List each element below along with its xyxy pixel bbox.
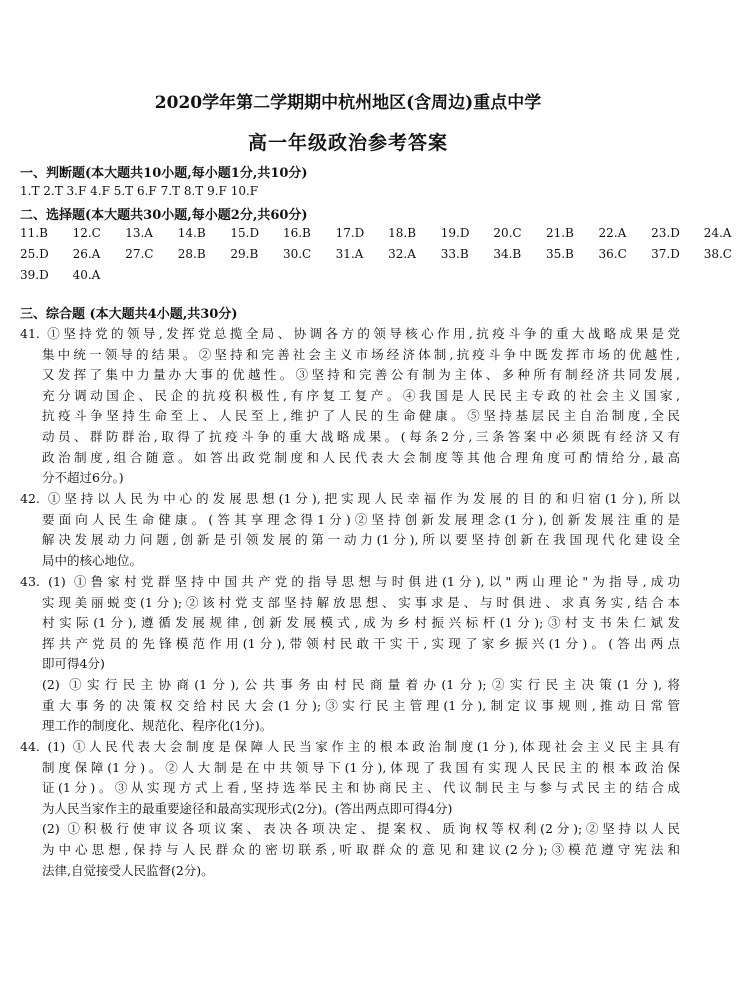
answer-cell: 22.A <box>598 225 627 240</box>
text-line: 重大事务的决策权交给村民大会(1分);③实行民主管理(1分),制定议事规则,推动日常管 <box>42 697 680 713</box>
answer-cell: 38.C <box>703 246 732 261</box>
answer-row-3 <box>20 264 756 285</box>
text-line: 制度保障(1分)。②人大制是在中共领导下(1分),体现了我国有实现人民民主的根本政治保 <box>42 759 680 775</box>
section-1-answers: 1.T 2.T 3.F 4.F 5.T 6.F 7.T 8.T 9.F 10.F <box>20 184 259 198</box>
answer-cell: 31.A <box>335 246 364 261</box>
text-line: 为中心思想,保持与人民群众的密切联系,听取群众的意见和建议(2分);③模范遵守宪法和 <box>42 841 680 857</box>
text-line: 抗疫斗争坚持生命至上、人民至上,维护了人民的生命健康。⑤坚持基层民主自治制度,全民 <box>42 408 680 424</box>
answer-cell: 13.A <box>125 225 153 240</box>
question-42-answer <box>20 489 680 571</box>
answer-cell: 39.D <box>20 267 49 282</box>
section-2-answer-grid <box>20 222 756 285</box>
answer-cell: 11.B <box>20 225 48 240</box>
answer-cell: 34.B <box>493 246 522 261</box>
answer-cell: 28.B <box>177 246 206 261</box>
answer-cell: 21.B <box>545 225 574 240</box>
answer-cell: 25.D <box>20 246 49 261</box>
answer-cell: 12.C <box>72 225 101 240</box>
answer-cell: 29.B <box>230 246 259 261</box>
text-line: 充分调动国企、民企的抗疫积极性,有序复工复产。④我国是人民民主专政的社会主义国家, <box>42 387 680 403</box>
text-line: 41. ①坚持党的领导,发挥党总揽全局、协调各方的领导核心作用,抗疫斗争的重大战略成果是党 <box>20 326 680 341</box>
answer-cell: 23.D <box>651 225 680 240</box>
answer-cell: 35.B <box>545 246 574 261</box>
section-2-heading: 二、选择题(本大题共30小题,每小题2分,共60分) <box>20 208 308 223</box>
answer-cell: 40.A <box>72 267 101 282</box>
answer-cell: 32.A <box>388 246 416 261</box>
text-line: 分不超过6分。) <box>42 470 124 486</box>
answer-cell: 17.D <box>335 225 365 240</box>
text-line: 43. (1) ①鲁家村党群坚持中国共产党的指导思想与时俱进(1分),以"两山理论"为指导,成功 <box>20 574 680 589</box>
text-line: 42. ①坚持以人民为中心的发展思想(1分),把实现人民幸福作为发展的目的和归宿(1分),所以 <box>20 491 680 506</box>
question-43-answer <box>20 572 680 737</box>
answer-cell: 33.B <box>440 246 469 261</box>
text-line: 挥共产党员的先锋模范作用(1分),带领村民敢干实干,实现了家乡振兴(1分)。(答出两点 <box>42 635 680 651</box>
question-41-answer <box>20 324 680 489</box>
text-line: (2) ①实行民主协商(1分),公共事务由村民商量着办(1分);②实行民主决策(1分),将 <box>42 676 680 692</box>
text-line: 理工作的制度化、规范化、程序化(1分)。 <box>42 718 273 734</box>
document-title: 2020学年第二学期期中杭州地区(含周边)重点中学 <box>154 93 542 113</box>
text-line: 44. (1) ①人民代表大会制度是保障人民当家作主的根本政治制度(1分),体现社会主义民主具有 <box>20 739 680 754</box>
text-line: 证(1分)。③从实现方式上看,坚持选举民主和协商民主、代议制民主与参与式民主的结合成 <box>42 780 680 796</box>
text-line: 法律,自觉接受人民监督(2分)。 <box>42 862 214 878</box>
answer-cell: 18.B <box>388 225 417 240</box>
answer-cell: 20.C <box>493 225 522 240</box>
answer-cell: 24.A <box>703 225 732 240</box>
answer-cell: 19.D <box>440 225 470 240</box>
text-line: 即可得4分) <box>42 656 105 672</box>
answer-cell: 30.C <box>282 246 312 261</box>
answer-cell: 36.C <box>598 246 627 261</box>
text-line: 集中统一领导的结果。②坚持和完善社会主义市场经济体制,抗疫斗争中既发挥市场的优越性, <box>42 346 680 362</box>
section-1-heading: 一、判断题(本大题共10小题,每小题1分,共10分) <box>20 166 308 181</box>
text-line: 村实际(1分),遵循发展规律,创新发展模式,成为乡村振兴标杆(1分);③村支书朱仁斌发 <box>42 615 680 631</box>
text-line: 局中的核心地位。 <box>42 552 143 568</box>
answer-row-1 <box>20 222 756 243</box>
answer-cell: 27.C <box>125 246 154 261</box>
text-line: 实现美丽蜕变(1分);②该村党支部坚持解放思想、实事求是、与时俱进、求真务实,结合本 <box>42 594 680 610</box>
text-line: 动员、群防群治,取得了抗疫斗争的重大战略成果。(每条2分,三条答案中必须既有经济又有 <box>42 428 680 444</box>
document-subtitle: 高一年级政治参考答案 <box>247 132 448 154</box>
answer-cell: 15.D <box>230 225 260 240</box>
text-line: 又发挥了集中力量办大事的优越性。③坚持和完善公有制为主体、多种所有制经济共同发展, <box>42 367 680 383</box>
text-line: 解决发展动力问题,创新是引领发展的第一动力(1分),所以要坚持创新在我国现代化建设全 <box>42 532 680 548</box>
text-line: 要面向人民生命健康。(答其享理念得1分)②坚持创新发展理念(1分),创新发展注重的是 <box>42 511 680 527</box>
text-line: (2) ①积极行使审议各项议案、表决各项决定、提案权、质询权等权利(2分);②坚持以人民 <box>42 821 680 837</box>
text-line: 为人民当家作主的最重要途径和最高实现形式(2分)。(答出两点即可得4分) <box>42 800 453 816</box>
answer-cell: 14.B <box>177 225 206 240</box>
text-line: 政治制度,组合随意。如答出政党制度和人民代表大会制度等其他合理角度可酌情给分,最高 <box>42 449 680 465</box>
question-44-answer <box>20 737 680 881</box>
section-3-heading: 三、综合题 (本大题共4小题,共30分) <box>20 307 238 322</box>
answer-cell: 37.D <box>651 246 680 261</box>
answer-cell: 26.A <box>72 246 101 261</box>
answer-row-2 <box>20 243 756 264</box>
answer-cell: 16.B <box>282 225 311 240</box>
